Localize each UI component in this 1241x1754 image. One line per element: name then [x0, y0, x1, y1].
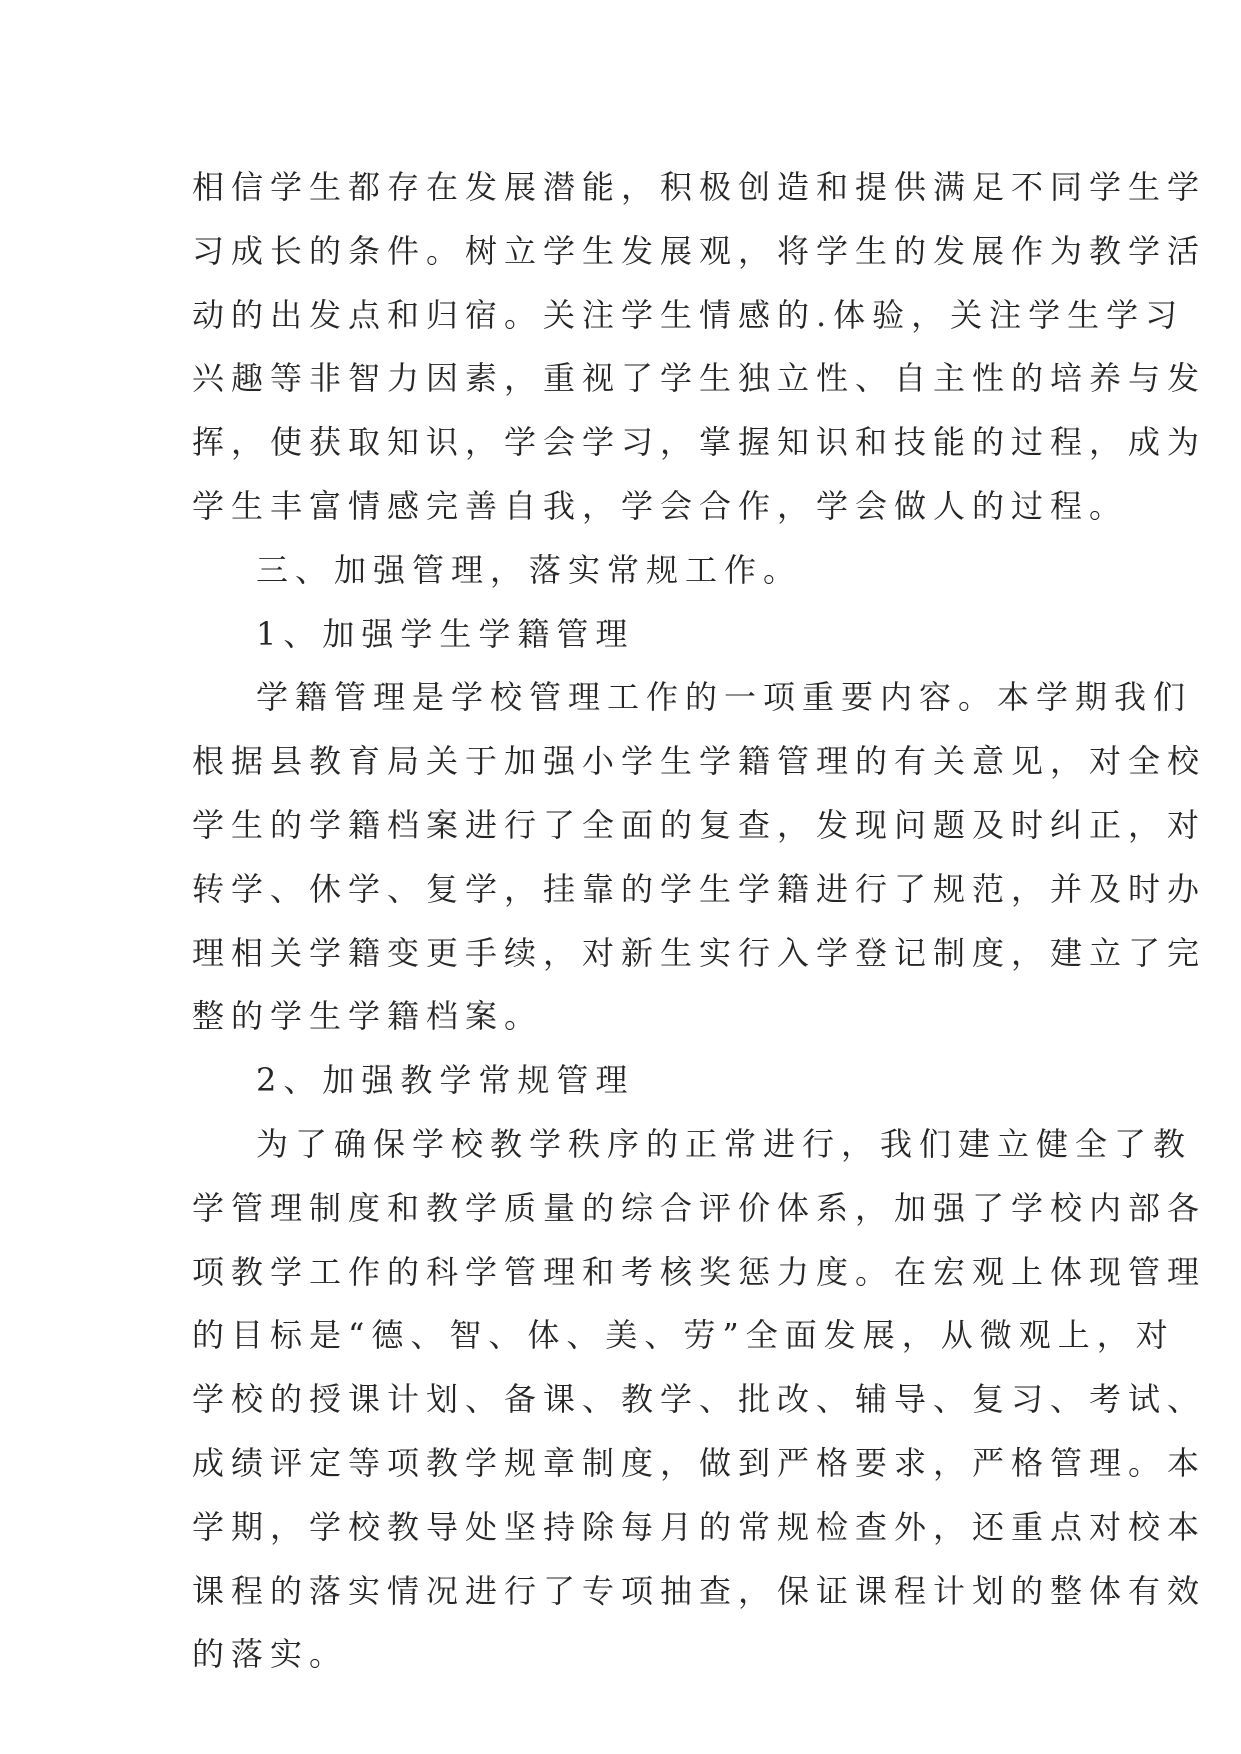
subsection-heading: 2、加强教学常规管理	[256, 1061, 635, 1100]
text-line: 学管理制度和教学质量的综合评价体系，加强了学校内部各	[192, 1188, 1207, 1227]
section-heading: 三、加强管理，落实常规工作。	[256, 550, 803, 589]
text-line: 的落实。	[192, 1635, 349, 1674]
text-line: 项教学工作的科学管理和考核奖惩力度。在宏观上体现管理	[192, 1252, 1207, 1291]
text-line: 兴趣等非智力因素，重视了学生独立性、自主性的培养与发	[192, 359, 1207, 398]
text-line: 动的出发点和归宿。关注学生情感的.体验，关注学生学习	[192, 295, 1185, 334]
body-text	[192, 156, 1207, 1687]
subsection-heading: 1、加强学生学籍管理	[256, 614, 635, 653]
text-line: 学生丰富情感完善自我，学会合作，学会做人的过程。	[192, 486, 1129, 525]
text-line: 相信学生都存在发展潜能，积极创造和提供满足不同学生学	[192, 168, 1207, 206]
text-line: 整的学生学籍档案。	[192, 997, 544, 1036]
paragraph-start: 为了确保学校教学秩序的正常进行，我们建立健全了教	[256, 1124, 1193, 1163]
text-line: 理相关学籍变更手续，对新生实行入学登记制度，建立了完	[192, 933, 1207, 972]
text-line: 学校的授课计划、备课、教学、批改、辅导、复习、考试、	[192, 1380, 1207, 1419]
text-line: 的目标是“德、智、体、美、劳”全面发展，从微观上，对	[192, 1316, 1175, 1355]
text-line: 挥，使获取知识，学会学习，掌握知识和技能的过程，成为	[192, 423, 1207, 462]
text-line: 成绩评定等项教学规章制度，做到严格要求，严格管理。本	[192, 1443, 1207, 1482]
text-line: 学生的学籍档案进行了全面的复查，发现问题及时纠正，对	[192, 805, 1207, 844]
text-line: 习成长的条件。树立学生发展观，将学生的发展作为教学活	[192, 231, 1207, 270]
paragraph-start: 学籍管理是学校管理工作的一项重要内容。本学期我们	[256, 678, 1193, 717]
text-line: 学期，学校教导处坚持除每月的常规检查外，还重点对校本	[192, 1507, 1207, 1546]
text-line: 根据县教育局关于加强小学生学籍管理的有关意见，对全校	[192, 742, 1207, 781]
text-line: 转学、休学、复学，挂靠的学生学籍进行了规范，并及时办	[192, 869, 1207, 908]
text-line: 课程的落实情况进行了专项抽查，保证课程计划的整体有效	[192, 1571, 1207, 1610]
